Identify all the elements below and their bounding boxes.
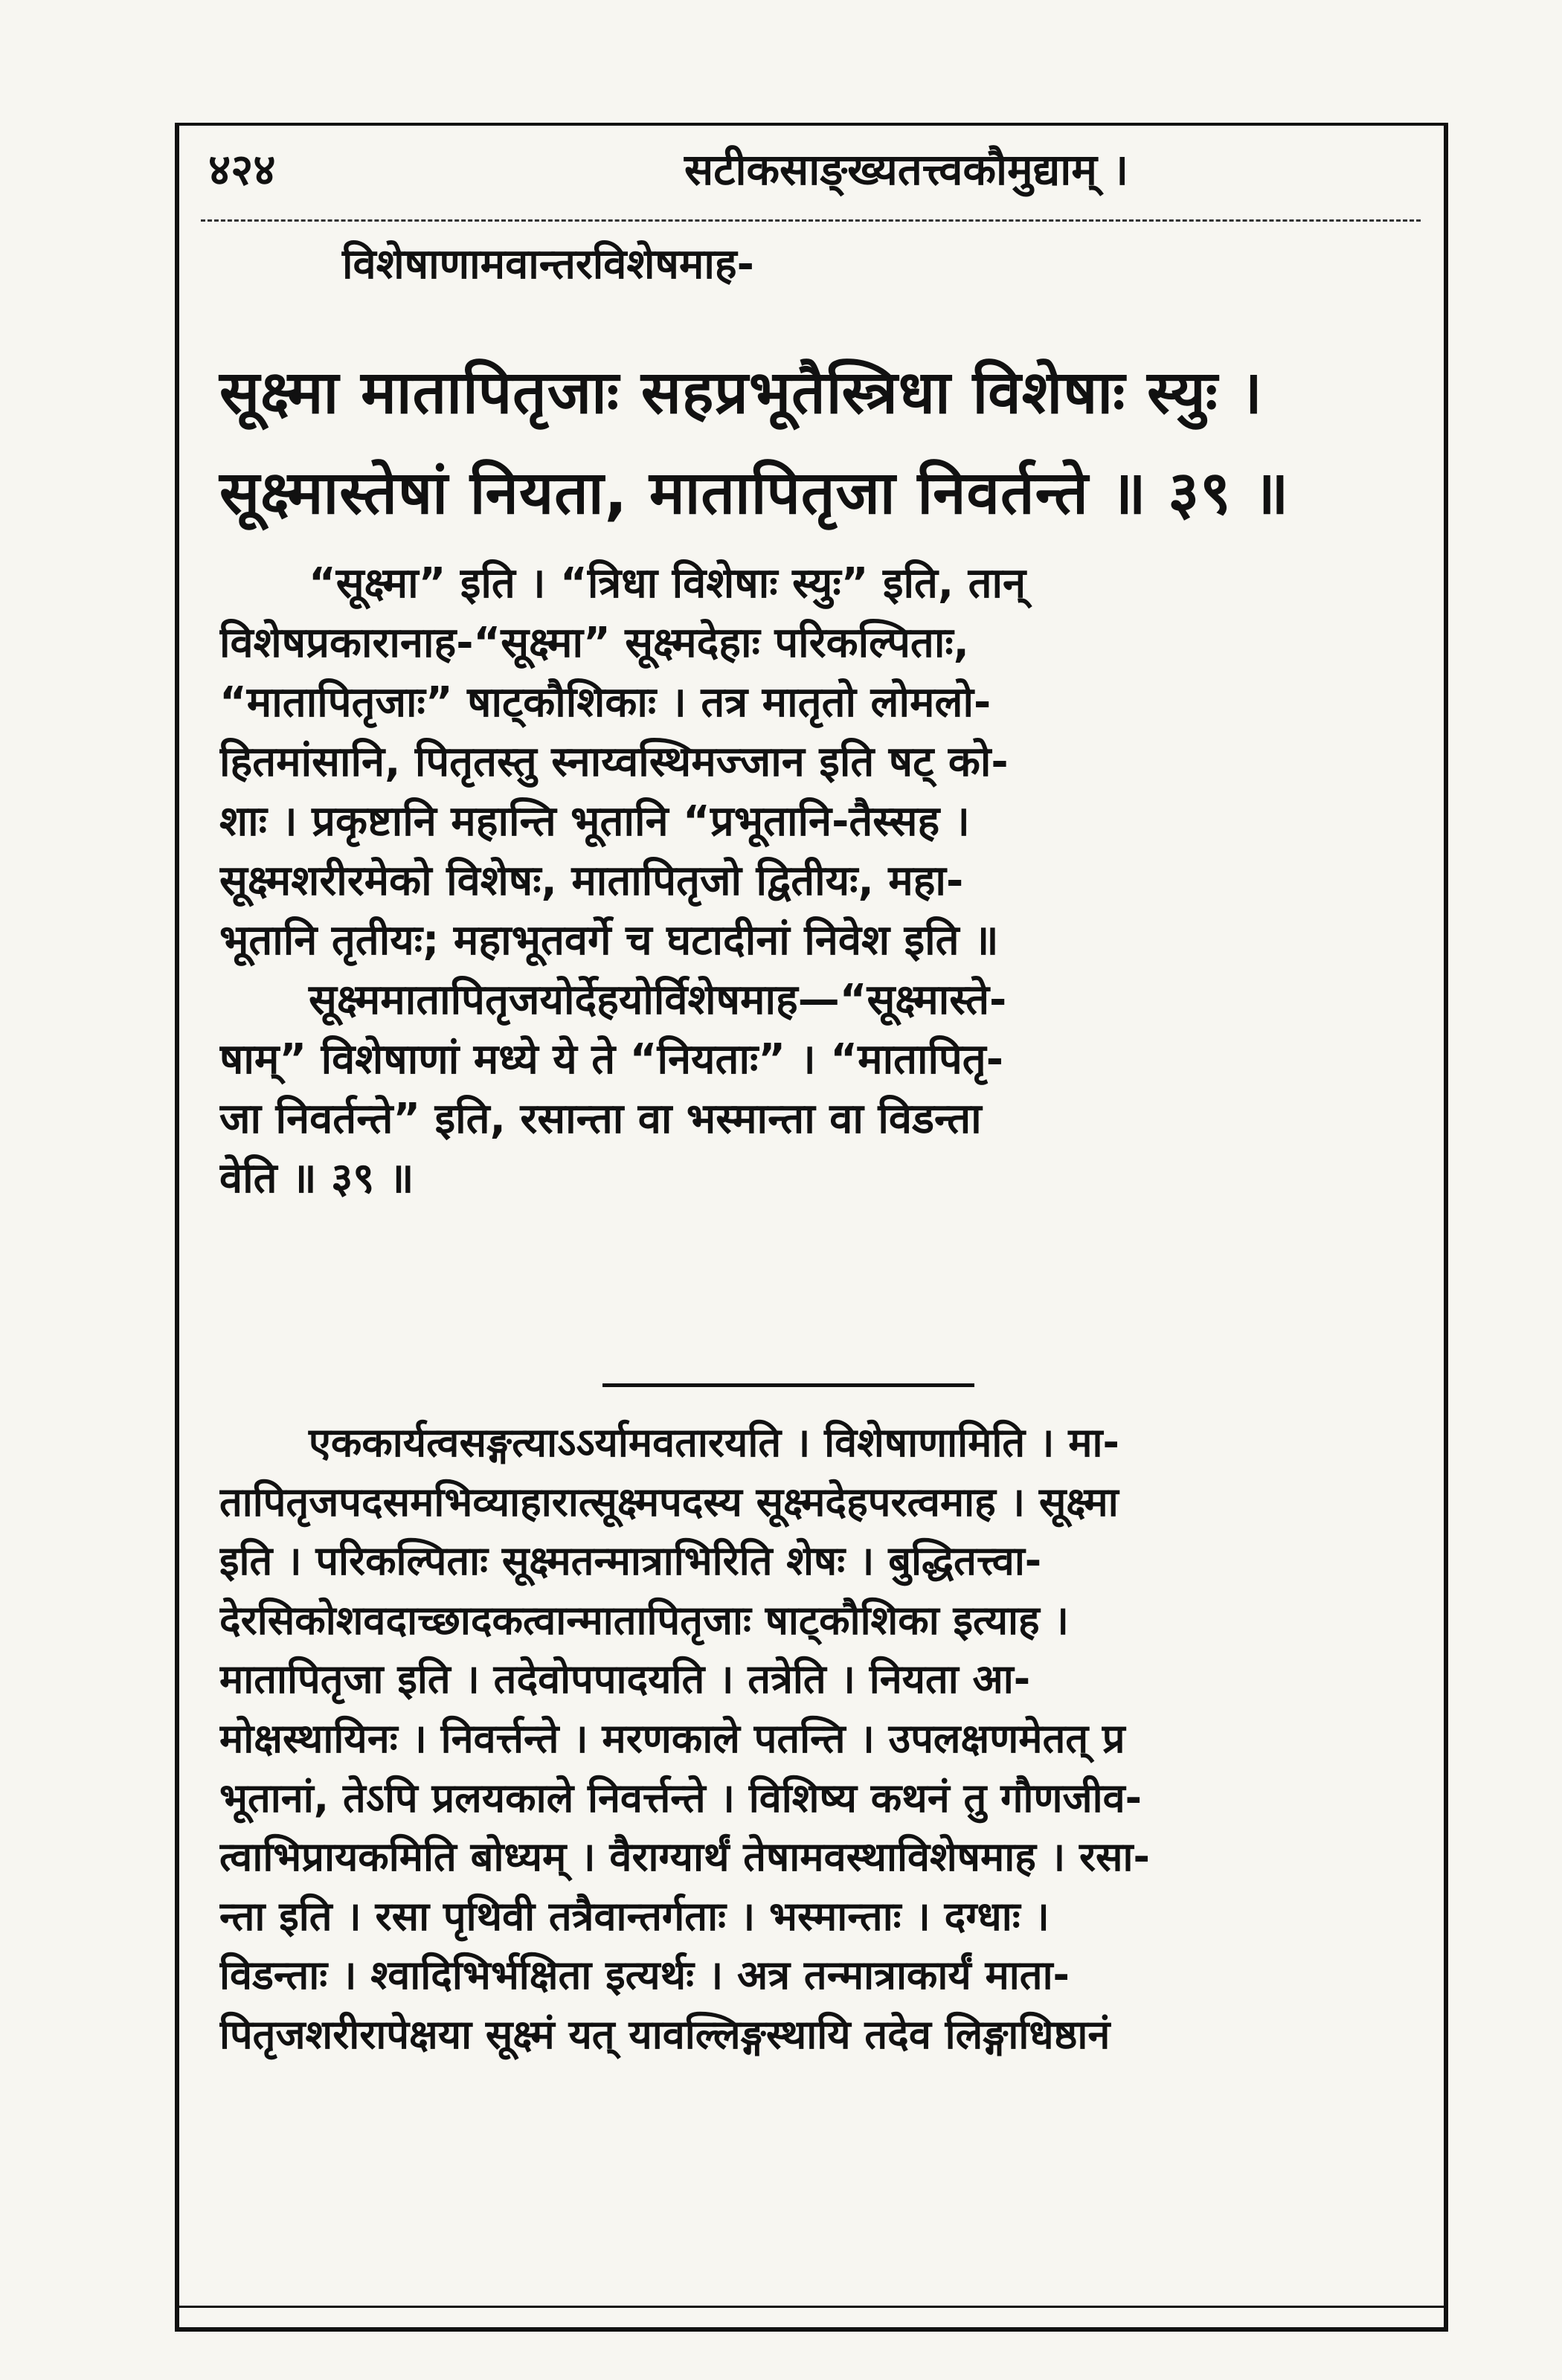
sub-commentary-block <box>219 1413 1424 2065</box>
commentary-line: “सूक्ष्मा” इति । “त्रिधा विशेषाः स्युः” इति, तान् <box>309 559 1026 608</box>
gloss-line: पितृजशरीरापेक्षया सूक्ष्मं यत् यावल्लिङ्गस्थायि तदेव लिङ्गाधिष्ठानं <box>219 2010 1111 2058</box>
commentary-line: जा निवर्तन्ते” इति, रसान्ता वा भस्मान्ता वा विडन्ता <box>219 1095 982 1143</box>
commentary-line: वेति ॥ ३९ ॥ <box>219 1154 414 1203</box>
gloss-line: इति । परिकल्पिताः सूक्ष्मतन्मात्राभिरिति शेषः । बुद्धितत्त्वा- <box>219 1537 1042 1585</box>
running-title: सटीकसाङ्ख्यतत्त्वकौमुद्याम् । <box>684 144 1129 195</box>
commentary-line: शाः । प्रकृष्टानि महान्ति भूतानि “प्रभूतानि-तैस्सह । <box>219 797 970 846</box>
commentary-line: “मातापितृजाः” षाट्कौशिकाः । तत्र मातृतो लोमलो- <box>219 678 991 727</box>
section-separator <box>602 1383 974 1387</box>
gloss-line: भूतानां, तेऽपि प्रलयकाले निवर्त्तन्ते । विशिष्य कथनं तु गौणजीव- <box>219 1774 1142 1821</box>
commentary-line: षाम्” विशेषाणां मध्ये ये ते “नियताः” । “मातापितृ- <box>219 1035 1003 1084</box>
gloss-line: मातापितृजा इति । तदेवोपपादयति । तत्रेति । नियता आ- <box>219 1656 1031 1703</box>
karika-line-1: सूक्ष्मा मातापितृजाः सहप्रभूतैस्त्रिधा विशेषाः स्युः । <box>219 358 1263 427</box>
gloss-line: त्वाभिप्रायकमिति बोध्यम् । वैराग्यार्थं तेषामवस्थाविशेषमाह । रसा- <box>219 1833 1150 1881</box>
gloss-line: न्ता इति । रसा पृथिवी तत्रैवान्तर्गताः । भस्मान्ताः । दग्धाः । <box>219 1892 1050 1940</box>
bottom-border-rule <box>175 2306 1448 2308</box>
gloss-line: विडन्ताः । श्वादिभिर्भक्षिता इत्यर्थः । अत्र तन्मात्राकार्यं माता- <box>219 1952 1070 1999</box>
verse-introduction: विशेषाणामवान्तरविशेषमाह- <box>342 240 754 289</box>
gloss-line: तापितृजपदसमभिव्याहारात्सूक्ष्मपदस्य सूक्ष्मदेहपरत्वमाह । सूक्ष्मा <box>219 1478 1119 1525</box>
commentary-line: सूक्ष्मशरीरमेको विशेषः, मातापितृजो द्वितीयः, महा- <box>219 857 964 905</box>
header-rule <box>201 219 1421 222</box>
gloss-line: देरसिकोशवदाच्छादकत्वान्मातापितृजाः षाट्कौशिका इत्याह । <box>219 1596 1069 1644</box>
commentary-line: सूक्ष्ममातापितृजयोर्देहयोर्विशेषमाह—“सूक्ष्मास्ते- <box>309 976 1007 1024</box>
commentary-line: विशेषप्रकारानाह-“सूक्ष्मा” सूक्ष्मदेहाः परिकल्पिताः, <box>219 619 969 667</box>
gloss-line: मोक्षस्थायिनः । निवर्त्तन्ते । मरणकाले पतन्ति । उपलक्षणमेतत् प्र <box>219 1714 1125 1762</box>
page-number: ४२४ <box>208 144 276 195</box>
commentary-block <box>219 554 1424 1209</box>
commentary-line: हितमांसानि, पितृतस्तु स्नाय्वस्थिमज्जान इति षट् को- <box>219 738 1009 786</box>
gloss-line: एककार्यत्वसङ्गत्याऽऽर्यामवतारयति । विशेषाणामिति । मा- <box>309 1419 1119 1466</box>
page-header <box>208 130 1413 205</box>
commentary-line: भूतानि तृतीयः; महाभूतवर्गे च घटादीनां निवेश इति ॥ <box>219 916 999 965</box>
karika-line-2: सूक्ष्मास्तेषां नियता, मातापितृजा निवर्तन्ते ॥ ३९ ॥ <box>219 458 1290 527</box>
